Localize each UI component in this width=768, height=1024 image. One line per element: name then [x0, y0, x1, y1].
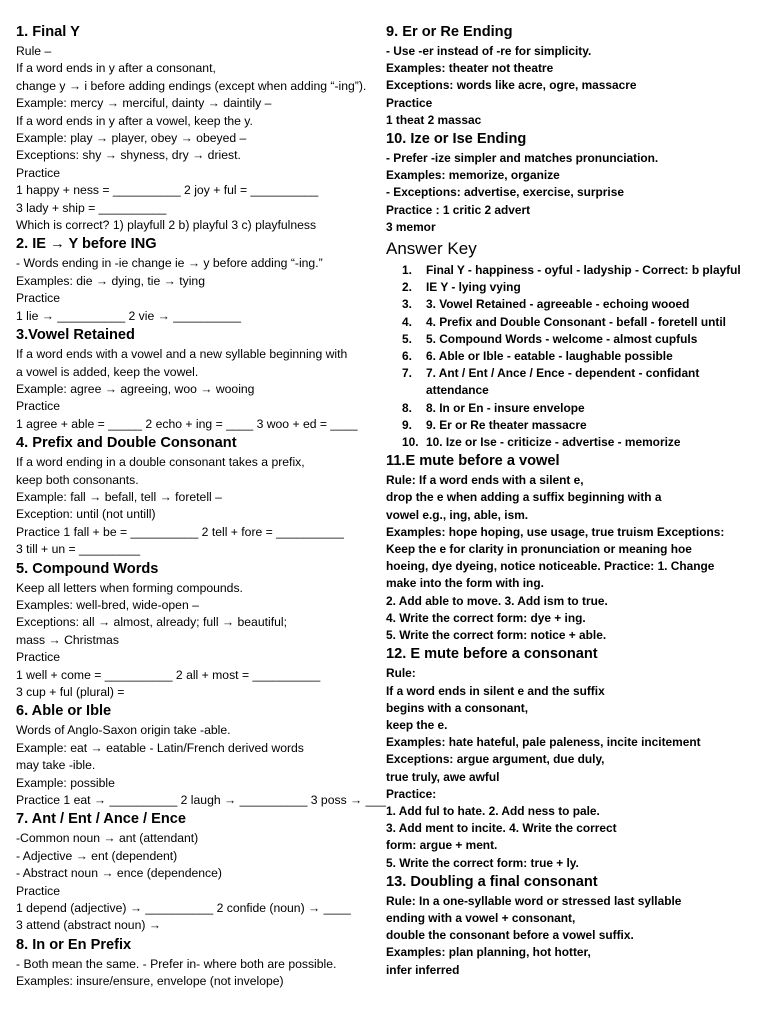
- section-heading: 7. Ant / Ent / Ance / Ence: [16, 811, 187, 828]
- answer-key-item: [386, 382, 762, 399]
- text-line: Exceptions: all → almost, already; full → beautiful;: [16, 615, 287, 630]
- text-line: If a word ending in a double consonant takes a prefix,: [16, 455, 305, 470]
- section-heading: 9. Er or Re Ending: [386, 24, 513, 40]
- answer-key-text: attendance: [426, 383, 489, 398]
- text-line: Practice 1 eat → __________ 2 laugh → __________ 3 poss → ___: [16, 793, 386, 808]
- section-heading: 11.E mute before a vowel: [386, 453, 560, 470]
- answer-key-text: 5. Compound Words - welcome - almost cupfuls: [426, 331, 698, 346]
- text-line: Practice: [16, 165, 61, 180]
- text-line: begins with a consonant,: [386, 700, 529, 715]
- text-line: Rule –: [16, 44, 52, 58]
- text-line: 1. Add ful to hate. 2. Add ness to pale.: [386, 803, 600, 818]
- answer-key-text: IE Y - lying vying: [426, 280, 521, 295]
- answer-key-heading: Answer Key: [386, 239, 477, 259]
- text-line: Example: agree → agreeing, woo → wooing: [16, 381, 255, 396]
- answer-key-item: [386, 434, 762, 451]
- section: [386, 644, 762, 871]
- text-line: hoeing, dye dyeing, notice noticeable. Practice: 1. Change: [386, 559, 715, 574]
- text-line: mass → Christmas: [16, 632, 119, 647]
- text-line: Practice : 1 critic 2 advert: [386, 202, 531, 217]
- text-line: Example: play → player, obey → obeyed –: [16, 131, 247, 146]
- text-line: - Use -er instead of -re for simplicity.: [386, 44, 592, 58]
- text-line: 1 agree + able = _____ 2 echo + ing = ____ 3 woo + ed = ____: [16, 416, 358, 431]
- text-line: Example: fall → befall, tell → foretell –: [16, 489, 222, 504]
- answer-key-item: [386, 348, 762, 365]
- answer-key-item: [386, 400, 762, 417]
- answer-key-number: 2.: [402, 280, 412, 295]
- text-line: keep the e.: [386, 717, 448, 732]
- section: [386, 22, 762, 129]
- answer-key-text: 3. Vowel Retained - agreeable - echoing wooed: [426, 297, 690, 312]
- answer-key-section: [386, 236, 762, 451]
- text-line: 3 cup + ful (plural) =: [16, 685, 125, 699]
- text-line: Practice: [16, 650, 61, 665]
- text-line: Examples: theater not theatre: [386, 61, 554, 76]
- text-line: ending with a vowel + consonant,: [386, 910, 576, 925]
- text-line: 1 lie → __________ 2 vie → __________: [16, 308, 241, 323]
- text-line: Rule: If a word ends with a silent e,: [386, 473, 584, 488]
- text-line: 3 memor: [386, 219, 436, 234]
- answer-key-number: 5.: [402, 331, 412, 346]
- text-line: Practice: [16, 399, 61, 414]
- text-line: a vowel is added, keep the vowel.: [16, 364, 199, 379]
- text-line: If a word ends in y after a consonant,: [16, 61, 216, 76]
- answer-key-item: [386, 417, 762, 434]
- text-line: Examples: well-bred, wide-open –: [16, 597, 199, 612]
- section-heading: 10. Ize or Ise Ending: [386, 131, 527, 148]
- answer-key-list: [386, 262, 762, 451]
- section: [16, 22, 388, 234]
- text-line: Examples: hope hoping, use usage, true truism Exceptions:: [386, 524, 725, 539]
- text-line: 3 attend (abstract noun) →: [16, 918, 161, 933]
- text-line: 1 depend (adjective) → __________ 2 confide (noun) → ____: [16, 901, 351, 916]
- section-heading: 3.Vowel Retained: [16, 327, 135, 344]
- text-line: Practice 1 fall + be = __________ 2 tell + fore = __________: [16, 524, 344, 539]
- text-line: make into the form with ing.: [386, 576, 544, 591]
- text-line: keep both consonants.: [16, 472, 139, 487]
- text-line: Examples: die → dying, tie → tying: [16, 273, 205, 288]
- text-line: - Words ending in -ie change ie → y before adding “-ing.”: [16, 256, 323, 271]
- text-line: - Abstract noun → ence (dependence): [16, 866, 222, 881]
- section-heading: 12. E mute before a consonant: [386, 646, 598, 663]
- text-line: 1 happy + ness = __________ 2 joy + ful = __________: [16, 183, 319, 198]
- text-line: true truly, awe awful: [386, 769, 500, 784]
- answer-key-number: 7.: [402, 366, 412, 381]
- text-line: Exceptions: words like acre, ogre, massacre: [386, 78, 637, 93]
- answer-key-item: [386, 262, 762, 279]
- answer-key-text: 7. Ant / Ent / Ance / Ence - dependent - confidant: [426, 366, 700, 381]
- text-line: 1 theat 2 massac: [386, 112, 482, 127]
- section: [16, 935, 388, 991]
- text-line: - Both mean the same. - Prefer in- where both are possible.: [16, 956, 337, 971]
- right-column: [386, 22, 762, 979]
- section-heading: 5. Compound Words: [16, 560, 159, 577]
- text-line: Practice: [16, 291, 61, 306]
- text-line: infer inferred: [386, 962, 460, 977]
- text-line: drop the e when adding a suffix beginning with a: [386, 490, 662, 505]
- text-line: If a word ends in y after a vowel, keep the y.: [16, 113, 253, 128]
- text-line: Examples: hate hateful, pale paleness, incite incitement: [386, 735, 701, 750]
- section: [16, 433, 388, 558]
- section: [16, 701, 388, 809]
- section-heading: 6. Able or Ible: [16, 703, 112, 720]
- text-line: Practice: [386, 95, 433, 110]
- text-line: If a word ends in silent e and the suffix: [386, 683, 605, 698]
- section-heading: 1. Final Y: [16, 24, 80, 40]
- text-line: Words of Anglo-Saxon origin take -able.: [16, 723, 231, 738]
- text-line: Keep all letters when forming compounds.: [16, 580, 243, 595]
- answer-key-number: 4.: [402, 314, 412, 329]
- answer-key-text: 6. Able or Ible - eatable - laughable possible: [426, 349, 673, 364]
- answer-key-text: 10. Ize or Ise - criticize - advertise - memorize: [426, 435, 681, 450]
- text-line: Which is correct? 1) playfull 2 b) playful 3 c) playfulness: [16, 218, 317, 233]
- section-heading: 4. Prefix and Double Consonant: [16, 435, 237, 452]
- text-line: change y → i before adding endings (except when adding “-ing”).: [16, 78, 367, 93]
- text-line: Example: possible: [16, 775, 115, 790]
- text-line: Practice:: [386, 786, 437, 801]
- text-line: Examples: plan planning, hot hotter,: [386, 945, 591, 960]
- right-top-sections: [386, 22, 762, 236]
- text-line: Example: mercy → merciful, dainty → daintily –: [16, 96, 272, 111]
- text-line: Rule: In a one-syllable word or stressed last syllable: [386, 893, 682, 908]
- text-line: Examples: memorize, organize: [386, 168, 560, 183]
- text-line: 2. Add able to move. 3. Add ism to true.: [386, 593, 608, 608]
- answer-key-number: 10.: [402, 435, 419, 450]
- text-line: 3 till + un = _________: [16, 542, 141, 557]
- answer-key-text: 9. Er or Re theater massacre: [426, 417, 587, 432]
- text-line: Rule:: [386, 666, 416, 681]
- answer-key-item: [386, 296, 762, 313]
- text-line: may take -ible.: [16, 758, 96, 773]
- text-line: Example: eat → eatable - Latin/French derived words: [16, 740, 304, 755]
- text-line: vowel e.g., ing, able, ism.: [386, 507, 529, 522]
- section-heading: 8. In or En Prefix: [16, 936, 132, 953]
- section: [16, 809, 388, 934]
- text-line: - Prefer -ize simpler and matches pronunciation.: [386, 151, 659, 166]
- answer-key-text: 4. Prefix and Double Consonant - befall - foretell until: [426, 314, 726, 329]
- text-line: - Exceptions: advertise, exercise, surprise: [386, 185, 624, 200]
- answer-key-item: [386, 365, 762, 382]
- text-line: If a word ends with a vowel and a new syllable beginning with: [16, 347, 348, 362]
- answer-key-item: [386, 331, 762, 348]
- section: [386, 129, 762, 236]
- section: [16, 325, 388, 433]
- text-line: Examples: insure/ensure, envelope (not invelope): [16, 974, 284, 989]
- text-line: 3 lady + ship = __________: [16, 200, 167, 215]
- section: [386, 451, 762, 644]
- section: [386, 872, 762, 979]
- answer-key-number: 9.: [402, 417, 412, 432]
- text-line: Exception: until (not untill): [16, 507, 156, 522]
- answer-key-item: [386, 314, 762, 331]
- answer-key-item: [386, 279, 762, 296]
- text-line: 5. Write the correct form: true + ly.: [386, 855, 579, 870]
- text-line: Keep the e for clarity in pronunciation or meaning hoe: [386, 542, 692, 557]
- text-line: - Adjective → ent (dependent): [16, 848, 178, 863]
- section: [16, 234, 388, 325]
- text-line: Practice: [16, 883, 61, 898]
- text-line: -Common noun → ant (attendant): [16, 831, 199, 846]
- answer-key-text: 8. In or En - insure envelope: [426, 400, 585, 415]
- left-column: [16, 22, 388, 991]
- text-line: form: argue + ment.: [386, 838, 498, 853]
- text-line: 1 well + come = __________ 2 all + most = __________: [16, 667, 321, 682]
- right-bottom-sections: [386, 451, 762, 978]
- answer-key-number: [402, 382, 426, 399]
- text-line: double the consonant before a vowel suffix.: [386, 928, 634, 943]
- text-line: 5. Write the correct form: notice + able.: [386, 628, 607, 643]
- text-line: 3. Add ment to incite. 4. Write the correct: [386, 821, 617, 836]
- section-heading: 13. Doubling a final consonant: [386, 873, 598, 890]
- text-line: 4. Write the correct form: dye + ing.: [386, 610, 586, 625]
- section-heading: 2. IE → Y before ING: [16, 236, 157, 253]
- answer-key-number: 8.: [402, 400, 412, 415]
- text-line: Exceptions: argue argument, due duly,: [386, 752, 605, 767]
- answer-key-number: 6.: [402, 349, 412, 364]
- text-line: Exceptions: shy → shyness, dry → driest.: [16, 148, 241, 163]
- answer-key-number: 1.: [402, 263, 412, 278]
- section: [16, 559, 388, 702]
- answer-key-text: Final Y - happiness - oyful - ladyship - Correct: b playful: [426, 263, 741, 278]
- answer-key-number: 3.: [402, 297, 412, 312]
